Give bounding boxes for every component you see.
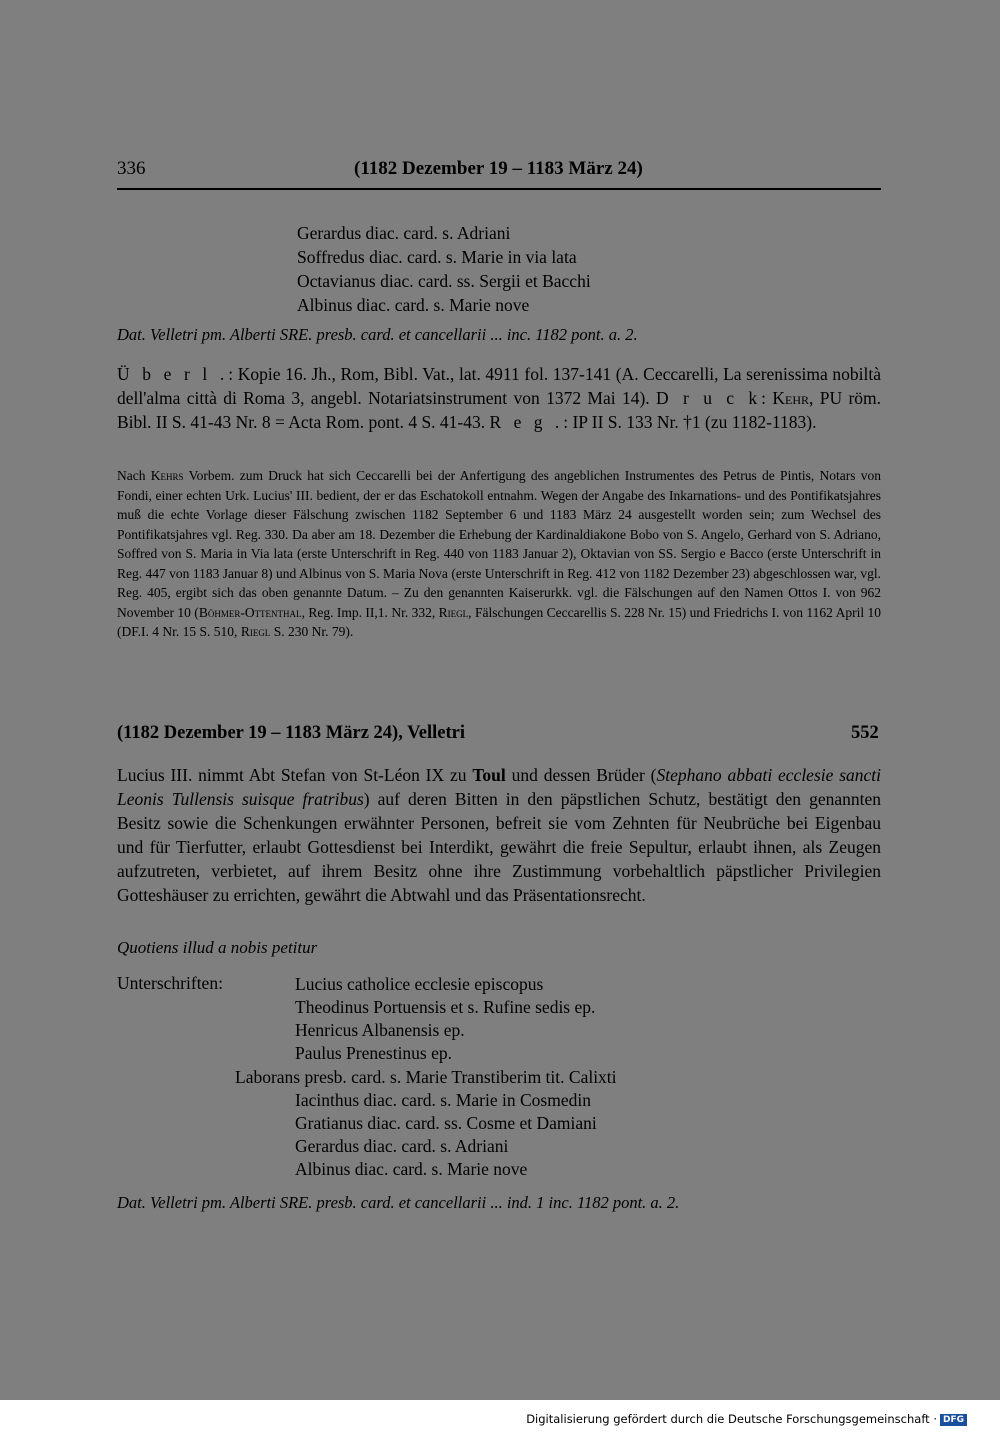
subscription-line: Gratianus diac. card. ss. Cosme et Damiani (295, 1113, 597, 1133)
note-author: Böhmer-Ottenthal (198, 604, 302, 620)
prev-signatures (297, 221, 591, 317)
subscription-line: Theodinus Portuensis et s. Rufine sedis ep. (295, 997, 596, 1017)
subscription-line: Gerardus diac. card. s. Adriani (295, 1136, 509, 1156)
signature-line: Octavianus diac. card. ss. Sergii et Bacchi (297, 271, 591, 291)
regest-part: ) auf deren Bitten in den päpstlichen Schutz, bestätigt den genannten Besitz sowie die Schenkungen erwähnter Personen, befreit sie vom Zehnten für Neubrüche bei Eigenbau und für Tierfutter, erlaubt Gottesdienst bei Interdikt, gewährt die freie Sepultur, erlaubt ihnen, als Zeugen aufzutreten, verbietet, auf ihrem Besitz ohne ihre Zustimmung vorbehaltlich päpstlicher Privilegien Gotteshäuser zu errichten, gewährt die Abtwahl und das Präsentationsrecht. (117, 789, 882, 905)
ueberl-label: Ü b e r l . (117, 364, 229, 384)
note-author: Kehrs (150, 468, 184, 483)
subscription-line: Henricus Albanensis ep. (295, 1020, 465, 1040)
note-text: , Fälschungen Ceccarellis S. 228 Nr. 15) und Friedrichs I. von 1162 April 10 (DF.I. 4 Nr. 15 S. 510, (117, 604, 882, 639)
transmission-section: Ü b e r l .: Kopie 16. Jh., Rom, Bibl. Vat., lat. 4911 fol. 137-141 (A. Ceccarelli, La serenissima nobiltà dell'alma città di Roma 3, angebl. Notariatsinstrument von 1372 Mai 14). D r u c k: Kehr, PU röm. Bibl. II S. 41-43 Nr. 8 = Acta Rom. pont. 4 S. 41-43. R e g .: IP II S. 133 Nr. †1 (zu 1182-1183). (117, 364, 882, 432)
signature-line: Gerardus diac. card. s. Adriani (297, 223, 511, 243)
druck-text: , PU röm. Bibl. II S. 41-43 Nr. 8 = Acta Rom. pont. 4 S. 41-43. (117, 388, 882, 432)
druck-label: D r u c k (656, 388, 762, 408)
ueberl-text: : Kopie 16. Jh., Rom, Bibl. Vat., lat. 4911 fol. 137-141 (A. Ceccarelli, La serenissima nobiltà dell'alma città di Roma 3, angebl. Notariatsinstrument von 1372 Mai 14). (117, 364, 881, 408)
regest-text (117, 763, 881, 907)
page-number: 336 (117, 158, 146, 179)
signature-line: Albinus diac. card. s. Marie nove (297, 295, 530, 315)
dfg-logo: DFG (940, 1414, 967, 1426)
header-rule (117, 188, 881, 190)
reg-text: : IP II S. 133 Nr. †1 (zu 1182-1183). (563, 412, 817, 432)
note-text: Vorbem. zum Druck hat sich Ceccarelli bei der Anfertigung des angeblichen Instrumentes des Petrus de Pintis, Notars von Fondi, einer echten Urk. Lucius' III. bedient, der er das Eschatokoll entnahm. Wegen der Angabe des Inkarnations- und des Pontifikatsjahres muß die echte Vorlage dieser Fälschung zwischen 1182 September 6 und 1183 März 24 ausgestellt worden sein; zum Wechsel des Pontifikatsjahres vgl. Reg. 330. Da aber am 18. Dezember die Erhebung der Kardinaldiakone Bobo von S. Angelo, Gerhard von S. Adriano, Soffred von S. Maria in Via lata (erste Unterschrift in Reg. 440 von 1183 Januar 2), Oktavian von SS. Sergio e Bacco (erste Unterschrift in Reg. 447 von 1183 Januar 8) und Albinus von S. Maria Nova (erste Unterschrift in Reg. 412 von 1182 Dezember 23) abgeschlossen war, vgl. Reg. 405, ergibt sich das oben genannte Datum. – Zu den genannten Kaiserurkk. vgl. die Fälschungen auf den Namen Ottos I. von 962 November 10 ( (117, 468, 882, 620)
note-text: Nach (117, 468, 146, 483)
regest-part: und dessen Brüder ( (511, 765, 657, 785)
note-text: , Reg. Imp. II,1. Nr. 332, (301, 604, 436, 620)
footer-credit (526, 1412, 967, 1426)
note-text: S. 230 Nr. 79). (273, 624, 354, 639)
subscription-line: Iacinthus diac. card. s. Marie in Cosmedin (295, 1090, 591, 1110)
regest-place: Toul (472, 765, 506, 785)
signature-line: Soffredus diac. card. s. Marie in via lata (297, 247, 577, 267)
commentary-note (117, 466, 881, 642)
note-author: Riegl (240, 624, 271, 639)
entry-datum: Dat. Velletri pm. Alberti SRE. presb. card. et cancellarii ... ind. 1 inc. 1182 pont. a. 2. (117, 1193, 680, 1212)
footer-text: Digitalisierung gefördert durch die Deutsche Forschungsgemeinschaft · (526, 1412, 937, 1426)
entry-number: 552 (851, 723, 879, 743)
subscription-line: Lucius catholice ecclesie episcopus (295, 974, 544, 994)
prev-datum: Dat. Velletri pm. Alberti SRE. presb. card. et cancellarii ... inc. 1182 pont. a. 2. (117, 325, 638, 344)
incipit: Quotiens illud a nobis petitur (117, 938, 318, 957)
regest-part: Lucius III. nimmt Abt Stefan von St-Léon IX zu (117, 765, 467, 785)
druck-author: Kehr (772, 388, 810, 408)
subscription-line: Albinus diac. card. s. Marie nove (295, 1159, 528, 1179)
subscription-line: Paulus Prenestinus ep. (295, 1043, 453, 1063)
note-author: Riegl (438, 604, 469, 620)
subscriptions-label: Unterschriften: (117, 973, 223, 993)
reg-label: R e g . (489, 412, 564, 432)
running-title: (1182 Dezember 19 – 1183 März 24) (354, 158, 643, 179)
entry-date-place: (1182 Dezember 19 – 1183 März 24), Velletri (117, 723, 465, 743)
subscription-line: Laborans presb. card. s. Marie Transtiberim tit. Calixti (235, 1067, 617, 1087)
regest-quote: Stephano abbati ecclesie sancti Leonis Tullensis suisque fratribus (117, 765, 882, 809)
